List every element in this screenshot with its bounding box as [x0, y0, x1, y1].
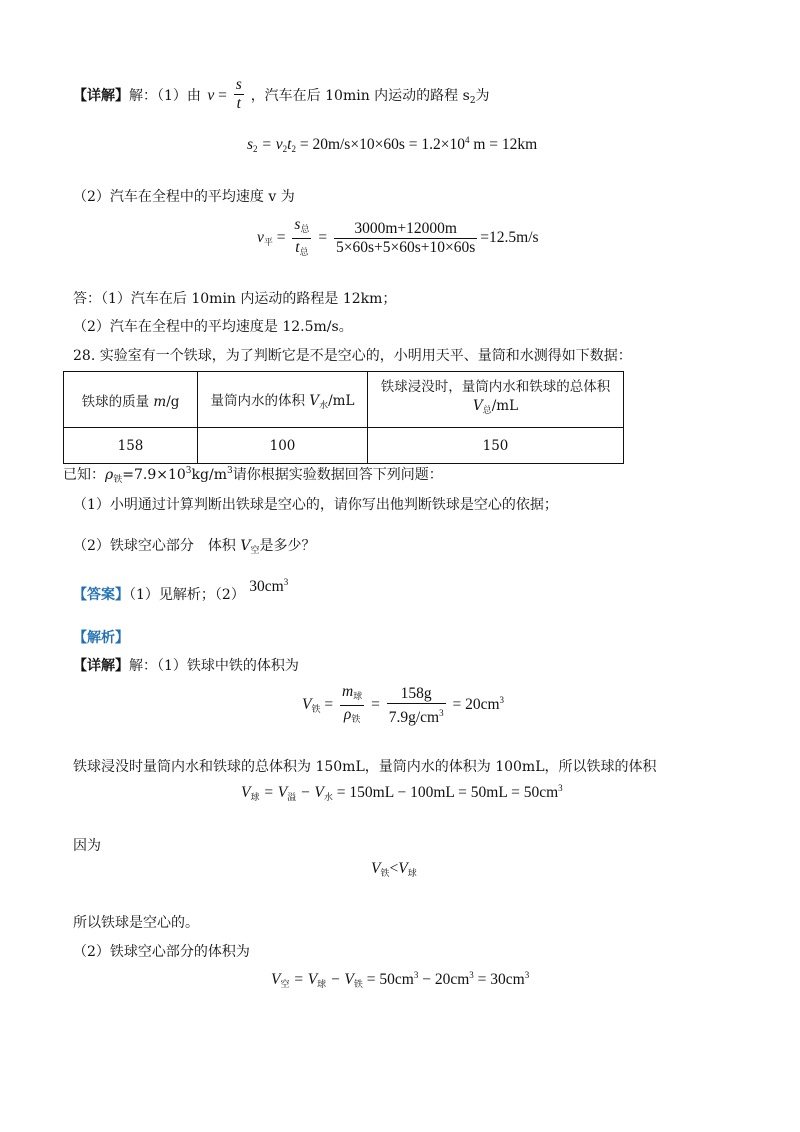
known-b: =7.9×10 — [122, 467, 186, 483]
eq3-result: = 20cm — [448, 696, 500, 714]
eq2-frac2-num: 3000m+12000m — [334, 220, 477, 239]
q2v: V — [240, 538, 251, 554]
known-line — [63, 464, 443, 485]
answer-line-2: （2）汽车在全程中的平均速度是 12.5m/s。 — [73, 319, 353, 335]
eq6-b: = V — [289, 971, 318, 988]
answer-line-1: 答：（1）汽车在后 10min 内运动的路程是 12km； — [73, 291, 397, 307]
h3a: 铁球浸没时，量筒内水和铁球的总体积 — [380, 379, 611, 395]
header-water-volume — [198, 372, 368, 428]
eq4-pow: 3 — [558, 783, 563, 793]
eq2-frac1 — [292, 216, 311, 261]
eq3-frac1-den — [340, 706, 364, 728]
cell-water-volume: 100 — [198, 428, 368, 464]
intro-wei: 为 — [475, 88, 490, 105]
eq2-frac1-den — [292, 239, 311, 261]
answer-value — [249, 578, 288, 595]
eq1-pow: 4 — [464, 135, 470, 145]
part2-volume-line: （2）铁球空心部分的体积为 — [73, 944, 250, 960]
eq1-rhs2: m = 12km — [469, 136, 538, 153]
eq3-lhs-sub: 铁 — [311, 704, 321, 715]
eq2-eq2: = — [318, 229, 328, 247]
table-row — [64, 428, 624, 464]
h2b: V — [309, 392, 320, 409]
eq6-c: − V — [326, 971, 354, 988]
sub-question-2 — [73, 535, 316, 556]
eq2-frac2 — [334, 220, 477, 257]
eq2-den-t: t — [295, 239, 300, 256]
h2a: 量筒内水的体积 — [210, 392, 310, 409]
detail-tag: 【详解】 — [73, 88, 129, 105]
cell-total-volume: 150 — [368, 428, 624, 464]
h3b: V — [472, 398, 483, 414]
answer-text: （1）见解析；（2） — [129, 587, 245, 603]
eq6-d: = 50cm — [362, 971, 414, 988]
eq1-mid-sub: 2 — [282, 144, 288, 154]
eq4-a: V — [241, 784, 251, 801]
eq3-den2: 7.9g/cm — [388, 708, 440, 726]
eq3-frac1 — [340, 683, 364, 728]
h2c: 水 — [319, 400, 329, 411]
eq3-eq2: = — [371, 696, 380, 714]
eq6-f: = 30cm — [473, 971, 525, 988]
h1a: 铁球的质量 — [81, 393, 154, 410]
known-c: kg/m — [191, 467, 227, 483]
detail-text: 解：（1）铁球中铁的体积为 — [129, 658, 299, 674]
eq-sign: = — [218, 87, 227, 105]
eq1-t-sub: 2 — [291, 144, 296, 154]
intro-sub: 2 — [469, 96, 476, 107]
eq6-b-sub: 球 — [317, 979, 327, 989]
eq3-num-sub: 球 — [353, 691, 363, 701]
eq3-lhs: V — [302, 696, 312, 714]
eq6-p2: 3 — [469, 970, 474, 980]
answer-block — [73, 577, 289, 604]
header-mass — [64, 372, 198, 428]
known-pow2: 3 — [226, 466, 233, 476]
eq2-num-s: s — [294, 216, 301, 233]
eq3-result-pow: 3 — [499, 695, 505, 706]
question-28: 28. 实验室有一个铁球，为了判断它是不是空心的，小明用天平、量筒和水测得如下数据： — [73, 348, 632, 364]
intro-jie: 解： — [129, 88, 157, 105]
eq3-frac2 — [387, 685, 446, 727]
eq6-p3: 3 — [524, 970, 530, 980]
eq4-c-sub: 水 — [323, 792, 333, 802]
answer-value-text: 30cm — [249, 578, 284, 595]
eq6-a: V — [271, 971, 281, 988]
eq2-lhs: v — [257, 229, 264, 247]
eq3-den-rho: ρ — [343, 706, 352, 723]
eq5-b-sub: 球 — [407, 868, 417, 878]
paragraph-total-volume: 铁球浸没时量筒内水和铁球的总体积为 150mL，量筒内水的体积为 100mL，所以铁球的体积 — [73, 759, 657, 775]
because-text: 因为 — [73, 838, 101, 854]
eq4-b: = V — [259, 784, 288, 801]
detail-tag-2: 【详解】 — [73, 658, 129, 674]
eq3-num-m: m — [341, 683, 354, 700]
eq2-num-sub: 总 — [300, 224, 310, 234]
part2-line: （2）汽车在全程中的平均速度 v 为 — [73, 189, 295, 205]
frac-den: t — [236, 95, 241, 112]
known-rho-sub: 铁 — [113, 475, 123, 485]
h3c: 总 — [482, 406, 492, 416]
answer-pow: 3 — [283, 577, 289, 587]
eq1-lhs-sub: 2 — [253, 144, 258, 154]
q2a: （2）铁球空心部分 体积 — [73, 538, 241, 554]
known-pow: 3 — [185, 466, 192, 476]
eq2-den-sub: 总 — [299, 247, 309, 257]
h3d: /mL — [491, 398, 519, 414]
eq4-a-sub: 球 — [250, 792, 260, 802]
equation-iron-volume — [302, 683, 504, 728]
intro-line — [73, 78, 490, 115]
frac-num: s — [235, 76, 242, 93]
analysis-tag: 【解析】 — [73, 630, 129, 646]
conclusion-text: 所以铁球是空心的。 — [73, 915, 199, 931]
eq5-a-sub: 铁 — [380, 868, 390, 878]
eq3-frac1-num — [340, 683, 364, 706]
answer-tag: 【答案】 — [73, 587, 129, 603]
h2d: /mL — [328, 392, 355, 409]
eq3-eq: = — [324, 696, 334, 714]
sub-question-1: （1）小明通过计算判断出铁球是空心的，请你写出他判断铁球是空心的依据； — [73, 497, 558, 513]
detail-line — [73, 655, 299, 675]
eq5-lt: < — [389, 860, 399, 877]
eq6-a-sub: 空 — [280, 979, 290, 989]
equation-average-speed — [257, 216, 539, 261]
eq1-mid: = v — [257, 136, 283, 153]
known-a: 已知： — [63, 467, 105, 483]
formula-v-s-t — [207, 76, 250, 112]
q2b: 是多少？ — [259, 538, 316, 554]
eq2-lhs-sub: 平 — [263, 237, 273, 248]
q2sub: 空 — [250, 546, 260, 556]
eq6-p1: 3 — [413, 970, 419, 980]
equation-distance — [247, 135, 537, 154]
header-total-volume — [368, 372, 624, 428]
eq1-rhs1: = 20m/s×10×60s = 1.2×10 — [295, 136, 465, 153]
eq6-c-sub: 铁 — [353, 979, 363, 989]
eq2-frac2-den: 5×60s+5×60s+10×60s — [335, 239, 476, 256]
h1c: /g — [166, 393, 180, 410]
cell-mass: 158 — [64, 428, 198, 464]
eq5-b: V — [398, 860, 408, 877]
var-v: v — [207, 87, 215, 105]
intro-suffix: ，汽车在后 10min 内运动的路程 s — [250, 88, 470, 105]
intro-prefix: （1）由 — [157, 88, 201, 105]
eq2-frac1-num — [292, 216, 311, 239]
data-table — [63, 371, 624, 464]
table-header-row — [64, 372, 624, 428]
eq3-den-sub: 铁 — [351, 714, 361, 724]
eq4-c: − V — [296, 784, 324, 801]
known-d: 请你根据实验数据回答下列问题： — [232, 467, 443, 483]
known-rho: ρ — [105, 467, 114, 483]
eq4-b-sub: 溢 — [287, 792, 297, 802]
eq3-frac2-num: 158g — [387, 685, 446, 704]
h1b: m — [153, 393, 167, 410]
eq5-a: V — [371, 860, 381, 877]
eq3-den2-pow: 3 — [439, 707, 444, 718]
eq1-lhs: s — [247, 136, 254, 153]
fraction — [234, 76, 244, 113]
eq3-frac2-den — [387, 704, 446, 727]
equation-ball-volume — [241, 783, 563, 803]
equation-hollow-volume — [271, 970, 529, 990]
eq2-eq: = — [276, 229, 286, 247]
eq1-t: t — [287, 136, 292, 153]
equation-compare — [371, 860, 417, 879]
eq4-d: = 150mL − 100mL = 50mL = 50cm — [332, 784, 559, 801]
eq2-result: =12.5m/s — [480, 229, 539, 247]
eq6-e: − 20cm — [418, 971, 470, 988]
